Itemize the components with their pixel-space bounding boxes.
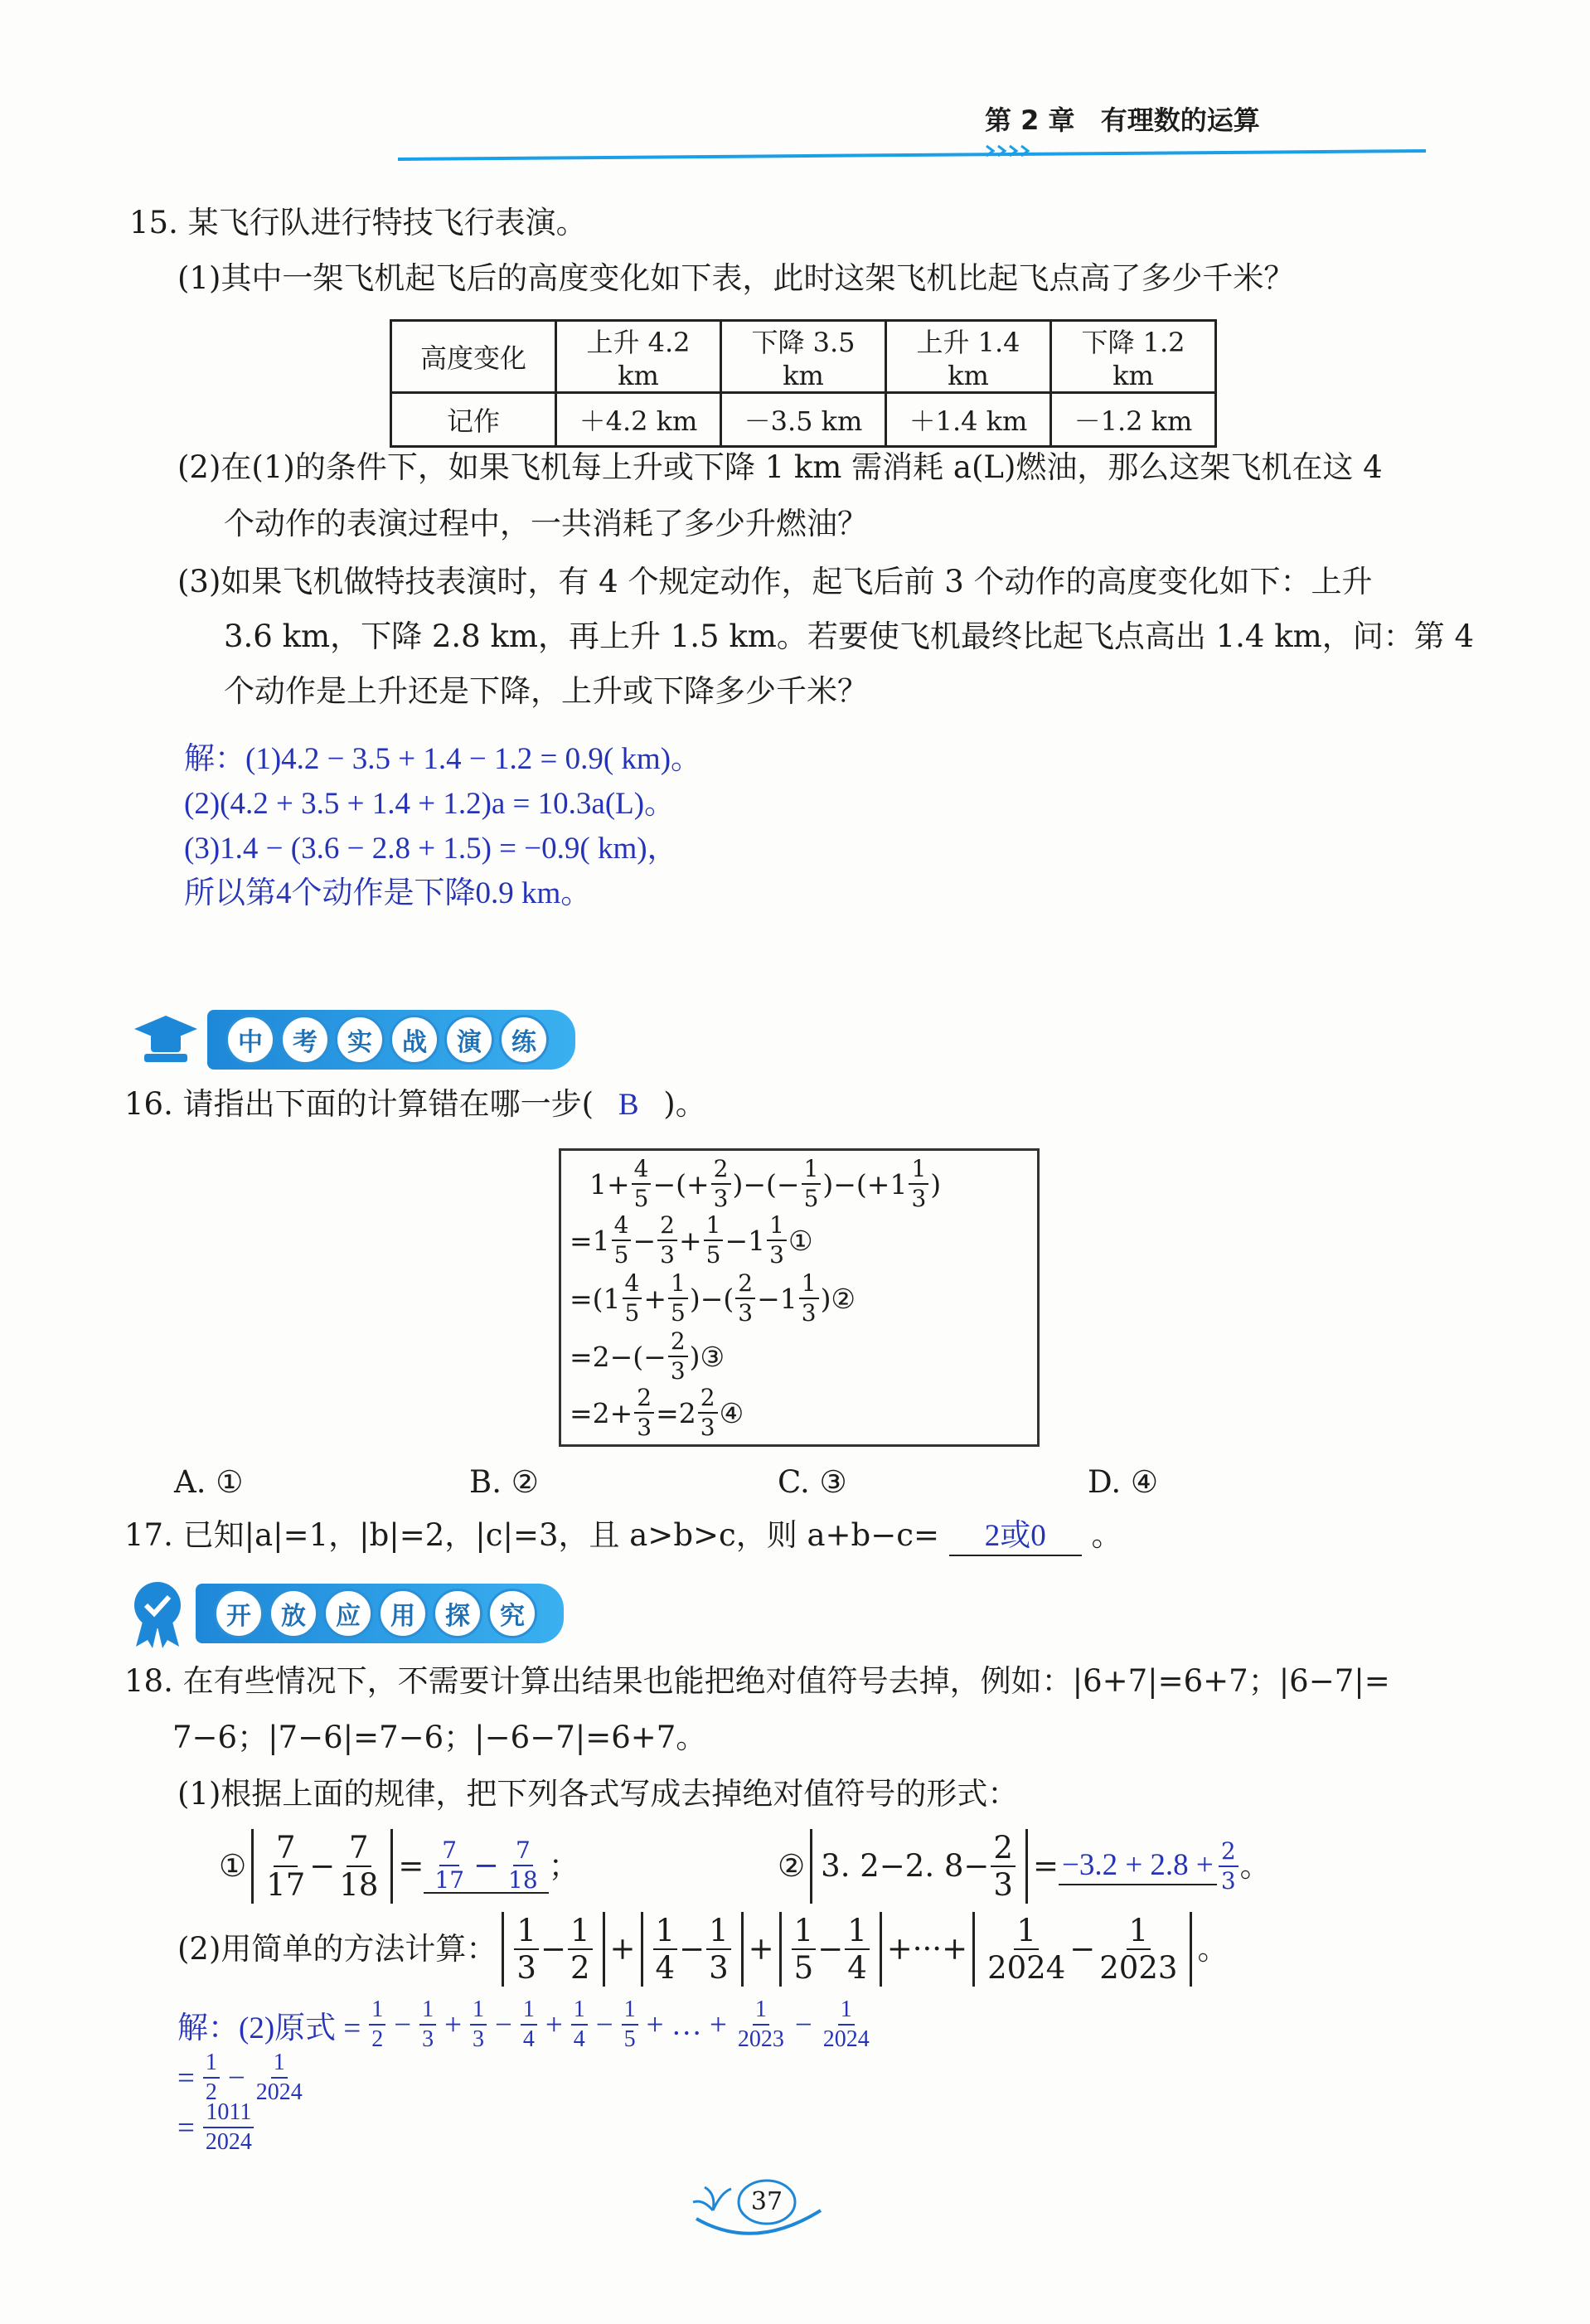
denominator: 2024 xyxy=(255,2079,303,2105)
fraction xyxy=(264,1830,308,1903)
calc-line-3 xyxy=(570,1269,856,1327)
fraction xyxy=(653,1913,678,1986)
q18-solution-line1 xyxy=(177,1998,874,2051)
operator: + … + xyxy=(646,2007,727,2042)
numerator: 4 xyxy=(632,1157,652,1185)
denominator: 2023 xyxy=(737,2026,784,2052)
semicolon: ； xyxy=(548,1847,579,1884)
denominator: 3 xyxy=(993,1867,1013,1903)
numerator: 1 xyxy=(909,1157,928,1185)
plus-sign: + xyxy=(609,1930,636,1967)
fraction xyxy=(909,1157,928,1211)
numerator: 7 xyxy=(513,1839,533,1866)
q18-p2-expr xyxy=(778,1829,1271,1904)
fraction xyxy=(711,1157,731,1211)
q15-answer-3: (3)1.4 − (3.6 − 2.8 + 1.5) = −0.9( km)， xyxy=(184,832,678,866)
table-cell: 下降 1.2 km xyxy=(1051,321,1216,393)
fraction xyxy=(845,1913,870,1986)
q17-end: 。 xyxy=(1091,1517,1122,1553)
equals-sign: = xyxy=(1032,1847,1059,1884)
calc-text: =(1 xyxy=(570,1282,621,1315)
banner-char: 放 xyxy=(269,1589,318,1638)
numerator: 1 xyxy=(622,1998,638,2026)
step-marker: )② xyxy=(820,1282,856,1315)
banner-char: 演 xyxy=(444,1015,494,1065)
numerator: 1 xyxy=(838,1998,855,2026)
equals-sign: = xyxy=(398,1847,424,1884)
operator: + xyxy=(444,2007,463,2042)
fraction xyxy=(203,2101,254,2154)
fraction xyxy=(985,1913,1068,1986)
page-number: 37 xyxy=(750,2187,783,2216)
fraction xyxy=(821,1998,872,2051)
q18-p1-expr xyxy=(219,1829,579,1904)
denominator: 5 xyxy=(705,1241,721,1269)
banner-char: 练 xyxy=(499,1015,549,1065)
q18-solution-line2 xyxy=(177,2051,307,2104)
denominator: 5 xyxy=(793,1950,814,1986)
denominator: 18 xyxy=(339,1867,379,1903)
banner-exam-practice xyxy=(133,1010,575,1070)
q17 xyxy=(124,1517,1122,1556)
calc-text: −1 xyxy=(725,1224,766,1257)
numerator: 1 xyxy=(1014,1915,1039,1950)
table-cell: －1.2 km xyxy=(1051,393,1216,447)
denominator: 3 xyxy=(700,1414,715,1441)
numerator: 2 xyxy=(735,1272,755,1299)
solution-terms xyxy=(367,1998,873,2051)
numerator: 1 xyxy=(571,1998,588,2026)
q17-answer-blank xyxy=(949,1517,1082,1556)
fraction xyxy=(514,1913,539,1986)
numerator: 2 xyxy=(668,1330,688,1357)
operator: − xyxy=(595,2007,613,2042)
banner-strip xyxy=(196,1584,564,1643)
fraction xyxy=(419,1998,436,2051)
q16-option-a: A. ① xyxy=(174,1464,244,1500)
step-marker: ① xyxy=(788,1224,813,1257)
absolute-value xyxy=(641,1912,744,1987)
numerator: 1011 xyxy=(203,2101,254,2128)
calc-text: 1+ xyxy=(589,1167,630,1201)
table-cell: 下降 3.5 km xyxy=(721,321,886,393)
denominator: 3 xyxy=(801,1299,817,1327)
denominator: 3 xyxy=(473,2026,485,2052)
numerator: 1 xyxy=(514,1915,539,1950)
numerator: 1 xyxy=(369,1998,385,2026)
q16-stem xyxy=(124,1086,706,1123)
fraction xyxy=(657,1211,677,1269)
minus-sign: − xyxy=(540,1930,566,1967)
numerator: 1 xyxy=(767,1214,787,1241)
denominator: 3 xyxy=(738,1299,754,1327)
q18-stem-line1: 18. 在有些情况下，不需要计算出结果也能把绝对值符号去掉，例如：|6+7|=6+7；|6−7|= xyxy=(124,1663,1390,1699)
denominator: 17 xyxy=(434,1866,465,1894)
banner-char: 用 xyxy=(378,1589,428,1638)
q18-solution-line3 xyxy=(177,2101,256,2154)
numerator: 1 xyxy=(470,1998,487,2026)
fraction xyxy=(506,1836,541,1894)
numerator: 1 xyxy=(568,1915,593,1950)
page-number-badge xyxy=(680,2169,829,2244)
table-cell: 上升 4.2 km xyxy=(556,321,721,393)
minus-sign: − xyxy=(679,1930,705,1967)
expression-text: 3. 2−2. 8− xyxy=(821,1847,990,1884)
denominator: 3 xyxy=(769,1241,784,1269)
numerator: 4 xyxy=(612,1214,632,1241)
absolute-value xyxy=(502,1912,604,1987)
q15-part3-line1: (3)如果飞机做特技表演时，有 4 个规定动作，起飞后前 3 个动作的高度变化如下：上升 xyxy=(177,564,1373,599)
fraction xyxy=(623,1269,642,1327)
banner-char: 开 xyxy=(214,1589,264,1638)
fraction xyxy=(767,1211,787,1269)
fraction xyxy=(735,1269,755,1327)
fraction xyxy=(369,1998,385,2051)
fraction xyxy=(337,1830,381,1903)
q18-part2-label: (2)用简单的方法计算： xyxy=(177,1930,497,1967)
minus-sign: − xyxy=(1069,1930,1096,1967)
fraction xyxy=(668,1327,688,1385)
period: 。 xyxy=(1239,1847,1271,1884)
graduation-cap-icon xyxy=(133,1011,199,1069)
calc-text: −1 xyxy=(757,1282,797,1315)
fraction xyxy=(698,1386,718,1439)
check-badge-icon xyxy=(128,1579,187,1648)
denominator: 2 xyxy=(570,1950,590,1986)
operator: − xyxy=(394,2007,412,2042)
numerator: 1 xyxy=(203,2051,220,2079)
calc-text: − xyxy=(633,1224,657,1257)
table-row xyxy=(391,393,1216,447)
q15-part2-line2: 个动作的表演过程中，一共消耗了多少升燃油？ xyxy=(224,506,868,541)
numerator: 1 xyxy=(668,1272,688,1299)
q15-answer-2: (2)(4.2 + 3.5 + 1.4 + 1.2)a = 10.3a(L)。 xyxy=(184,787,676,821)
numerator: 7 xyxy=(347,1832,371,1867)
denominator: 4 xyxy=(847,1950,867,1986)
table-cell: 高度变化 xyxy=(391,321,556,393)
q15-answer-1: 解：(1)4.2 − 3.5 + 1.4 − 1.2 = 0.9( km)。 xyxy=(184,742,702,776)
fraction xyxy=(991,1830,1016,1903)
denominator: 3 xyxy=(670,1357,686,1385)
numerator: 1 xyxy=(845,1915,870,1950)
q16-stem-end: )。 xyxy=(663,1086,706,1122)
banner-char: 探 xyxy=(433,1589,482,1638)
minus-sign: − xyxy=(817,1930,844,1967)
q18-p1-label: ① xyxy=(219,1847,247,1884)
fraction xyxy=(470,1998,487,2051)
operator: − xyxy=(495,2007,512,2042)
q18-p2-label: ② xyxy=(778,1847,806,1884)
numerator: 2 xyxy=(1219,1840,1239,1867)
operator: + xyxy=(545,2007,563,2042)
header-rule xyxy=(398,149,1426,161)
period: 。 xyxy=(1197,1930,1229,1967)
calc-line-2 xyxy=(570,1211,813,1269)
denominator: 3 xyxy=(660,1241,675,1269)
numerator: 7 xyxy=(274,1832,298,1867)
header-arrows-icon xyxy=(985,143,1035,159)
fraction xyxy=(704,1211,724,1269)
numerator: 1 xyxy=(521,1998,537,2026)
fraction xyxy=(735,1998,787,2051)
numerator: 2 xyxy=(634,1386,654,1414)
minus-sign: − xyxy=(227,2060,245,2095)
minus-sign: − xyxy=(473,1846,500,1883)
calc-text: =2−(− xyxy=(570,1340,667,1373)
denominator: 3 xyxy=(911,1185,927,1212)
calculation-box xyxy=(559,1148,1040,1447)
chapter-number: 第 2 章 xyxy=(985,104,1075,136)
step-marker: )③ xyxy=(689,1340,725,1373)
denominator: 4 xyxy=(573,2026,585,2052)
q15-part3-line3: 个动作是上升还是下降，上升或下降多少千米？ xyxy=(224,673,868,709)
denominator: 2024 xyxy=(822,2026,870,2052)
calc-text: + xyxy=(678,1224,702,1257)
banner-strip xyxy=(207,1010,575,1070)
calc-text: )−( xyxy=(689,1282,734,1315)
solution-prefix: 解：(2)原式 = xyxy=(177,2011,361,2045)
q16-option-b: B. ② xyxy=(469,1464,539,1500)
fraction xyxy=(792,1913,817,1986)
calc-text: =2 xyxy=(656,1396,696,1429)
denominator: 5 xyxy=(633,1185,649,1212)
q15-stem: 15. 某飞行队进行特技飞行表演。 xyxy=(129,205,587,240)
banner-char: 战 xyxy=(390,1015,439,1065)
denominator: 5 xyxy=(624,1299,640,1327)
calc-line-4 xyxy=(570,1327,725,1385)
q17-stem: 17. 已知|a|=1，|b|=2，|c|=3，且 a>b>c，则 a+b−c= xyxy=(124,1517,939,1553)
numerator: 2 xyxy=(657,1214,677,1241)
calc-text: ) xyxy=(930,1167,942,1201)
equals-sign: = xyxy=(177,2060,195,2095)
denominator: 3 xyxy=(713,1185,729,1212)
banner-char: 究 xyxy=(487,1589,537,1638)
equals-sign: = xyxy=(177,2110,195,2145)
step-marker: ④ xyxy=(719,1396,744,1429)
fraction xyxy=(568,1913,593,1986)
table-cell: ＋4.2 km xyxy=(556,393,721,447)
q16-answer: B xyxy=(618,1088,639,1122)
denominator: 2023 xyxy=(1099,1950,1178,1986)
denominator: 3 xyxy=(422,2026,434,2052)
fraction xyxy=(521,1998,537,2051)
denominator: 2 xyxy=(205,2079,217,2105)
q18-part2 xyxy=(177,1912,1228,1987)
numerator: 1 xyxy=(792,1915,817,1950)
fraction xyxy=(1097,1913,1180,1986)
fraction xyxy=(612,1211,632,1269)
q15-part3-line2: 3.6 km，下降 2.8 km，再上升 1.5 km。若要使飞机最终比起飞点高出 1.4 km，问：第 4 xyxy=(224,619,1475,654)
fraction xyxy=(254,2051,305,2104)
fraction xyxy=(571,1998,588,2051)
absolute-value xyxy=(972,1912,1192,1987)
ellipsis: +···+ xyxy=(886,1930,968,1967)
fraction xyxy=(432,1836,467,1894)
numerator: 1 xyxy=(653,1915,678,1950)
numerator: 1 xyxy=(419,1998,436,2026)
q15-part1: (1)其中一架飞机起飞后的高度变化如下表，此时这架飞机比起飞点高了多少千米？ xyxy=(177,260,1295,296)
q18-p2-answer: −3.2 + 2.8 + xyxy=(1059,1847,1217,1885)
q18-stem-line2: 7−6；|7−6|=7−6；|−6−7|=6+7。 xyxy=(172,1720,707,1755)
banner-open-application xyxy=(128,1579,564,1648)
denominator: 3 xyxy=(637,1414,652,1441)
denominator: 5 xyxy=(623,2026,636,2052)
q16-stem-text: 16. 请指出下面的计算错在哪一步( xyxy=(124,1086,594,1122)
chapter-title: 有理数的运算 xyxy=(1100,104,1260,136)
numerator: 1 xyxy=(753,1998,769,2026)
denominator: 4 xyxy=(522,2026,535,2052)
q15-part2-line1: (2)在(1)的条件下，如果飞机每上升或下降 1 km 需消耗 a(L)燃油，那么这架飞机在这 4 xyxy=(177,449,1383,485)
fraction xyxy=(632,1157,652,1211)
numerator: 1 xyxy=(799,1272,819,1299)
fraction xyxy=(634,1386,654,1439)
calc-text: =2+ xyxy=(570,1396,633,1429)
denominator: 3 xyxy=(516,1950,536,1986)
altitude-table xyxy=(390,319,1217,448)
table-cell: ＋1.4 km xyxy=(886,393,1051,447)
numerator: 4 xyxy=(623,1272,642,1299)
fraction xyxy=(802,1157,822,1211)
numerator: 1 xyxy=(802,1157,822,1185)
q17-answer: 2或0 xyxy=(984,1519,1046,1553)
denominator: 5 xyxy=(671,1299,686,1327)
absolute-value xyxy=(779,1912,882,1987)
calc-line-5 xyxy=(570,1386,744,1439)
denominator: 2024 xyxy=(987,1950,1066,1986)
chapter-label xyxy=(985,104,1260,136)
table-cell: 记作 xyxy=(391,393,556,447)
banner-char: 应 xyxy=(323,1589,373,1638)
denominator: 5 xyxy=(613,1241,629,1269)
numerator: 2 xyxy=(711,1157,731,1185)
table-cell: 上升 1.4 km xyxy=(886,321,1051,393)
denominator: 3 xyxy=(709,1950,729,1986)
denominator: 4 xyxy=(655,1950,676,1986)
denominator: 5 xyxy=(803,1185,819,1212)
plus-sign: + xyxy=(748,1930,774,1967)
absolute-value xyxy=(251,1829,393,1904)
numerator: 1 xyxy=(704,1214,724,1241)
calc-text: −(+ xyxy=(652,1167,710,1201)
banner-char: 考 xyxy=(280,1015,330,1065)
table-cell: －3.5 km xyxy=(721,393,886,447)
numerator: 1 xyxy=(1127,1915,1151,1950)
q16-option-c: C. ③ xyxy=(778,1464,847,1500)
banner-char: 实 xyxy=(335,1015,385,1065)
fraction xyxy=(622,1998,638,2051)
fraction xyxy=(668,1269,688,1327)
fraction xyxy=(799,1269,819,1327)
numerator: 1 xyxy=(706,1915,731,1950)
q18-part1: (1)根据上面的规律，把下列各式写成去掉绝对值符号的形式： xyxy=(177,1776,1019,1812)
operator: − xyxy=(794,2007,812,2042)
denominator: 17 xyxy=(266,1867,306,1903)
q16-option-d: D. ④ xyxy=(1088,1464,1159,1500)
fraction xyxy=(706,1913,731,1986)
fraction xyxy=(1219,1837,1239,1895)
q18-p1-answer xyxy=(424,1836,548,1894)
calc-text: )−(+1 xyxy=(822,1167,908,1201)
calc-text: =1 xyxy=(570,1224,610,1257)
minus-sign: − xyxy=(309,1847,336,1884)
denominator: 3 xyxy=(1220,1867,1236,1895)
table-row xyxy=(391,321,1216,393)
q15-answer-4: 所以第4个动作是下降0.9 km。 xyxy=(184,876,592,910)
banner-char: 中 xyxy=(225,1015,275,1065)
numerator: 1 xyxy=(271,2051,288,2079)
denominator: 2 xyxy=(371,2026,384,2052)
numerator: 7 xyxy=(439,1839,459,1866)
fraction xyxy=(203,2051,220,2104)
denominator: 18 xyxy=(508,1866,538,1894)
calc-text: + xyxy=(643,1282,667,1315)
absolute-value xyxy=(810,1829,1028,1904)
calc-text: )−(− xyxy=(732,1167,800,1201)
calc-line-1 xyxy=(589,1157,941,1211)
numerator: 2 xyxy=(698,1386,718,1414)
numerator: 2 xyxy=(991,1832,1016,1867)
denominator: 2024 xyxy=(205,2129,252,2155)
